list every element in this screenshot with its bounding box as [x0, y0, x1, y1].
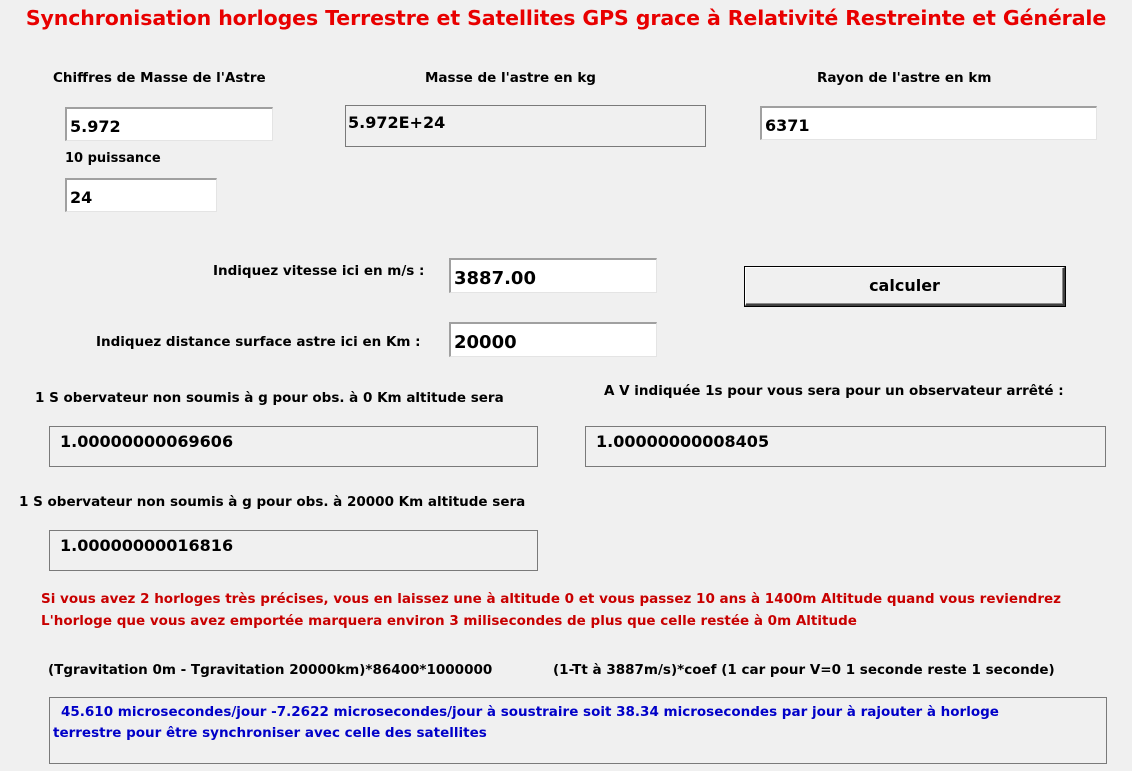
summary-box — [49, 697, 1107, 764]
speed-input[interactable] — [449, 258, 657, 293]
note-line-1: Si vous avez 2 horloges très précises, vous en laissez une à altitude 0 et vous passez 10 ans à 1400m Altitude quand vous reviendrez — [41, 591, 1062, 607]
result-velocity-label: A V indiquée 1s pour vous sera pour un observateur arrêté : — [604, 383, 1064, 399]
mass-digits-label: Chiffres de Masse de l'Astre — [53, 70, 266, 86]
formula-gravitation: (Tgravitation 0m - Tgravitation 20000km)*86400*1000000 — [48, 662, 493, 678]
result-0km-value: 1.00000000069606 — [49, 426, 538, 467]
calculate-button[interactable]: calculer — [745, 267, 1065, 306]
mass-power-input[interactable] — [65, 178, 217, 212]
distance-label: Indiquez distance surface astre ici en Km : — [96, 334, 421, 350]
mass-kg-label: Masse de l'astre en kg — [425, 70, 596, 86]
distance-input[interactable] — [449, 322, 657, 357]
power-label: 10 puissance — [65, 151, 161, 166]
result-0km-label: 1 S obervateur non soumis à g pour obs. à 0 Km altitude sera — [35, 390, 504, 406]
mass-kg-value: 5.972E+24 — [345, 105, 706, 147]
result-altitude-label: 1 S obervateur non soumis à g pour obs. à 20000 Km altitude sera — [19, 494, 526, 510]
result-velocity-value: 1.00000000008405 — [585, 426, 1106, 467]
mass-digits-input[interactable] — [65, 107, 273, 141]
formula-velocity: (1-Tt à 3887m/s)*coef (1 car pour V=0 1 seconde reste 1 seconde) — [553, 662, 1055, 678]
radius-label: Rayon de l'astre en km — [817, 70, 992, 86]
summary-line-1: 45.610 microsecondes/jour -7.2622 microsecondes/jour à soustraire soit 38.34 microsecondes par jour à rajouter à horloge — [61, 704, 999, 720]
page-title: Synchronisation horloges Terrestre et Satellites GPS grace à Relativité Restreinte et Générale — [25, 6, 1107, 30]
radius-input[interactable] — [760, 106, 1097, 140]
speed-label: Indiquez vitesse ici en m/s : — [213, 263, 425, 279]
summary-line-2: terrestre pour être synchroniser avec celle des satellites — [53, 725, 487, 741]
note-line-2: L'horloge que vous avez emportée marquera environ 3 milisecondes de plus que celle restée à 0m Altitude — [41, 613, 857, 629]
result-altitude-value: 1.00000000016816 — [49, 530, 538, 571]
